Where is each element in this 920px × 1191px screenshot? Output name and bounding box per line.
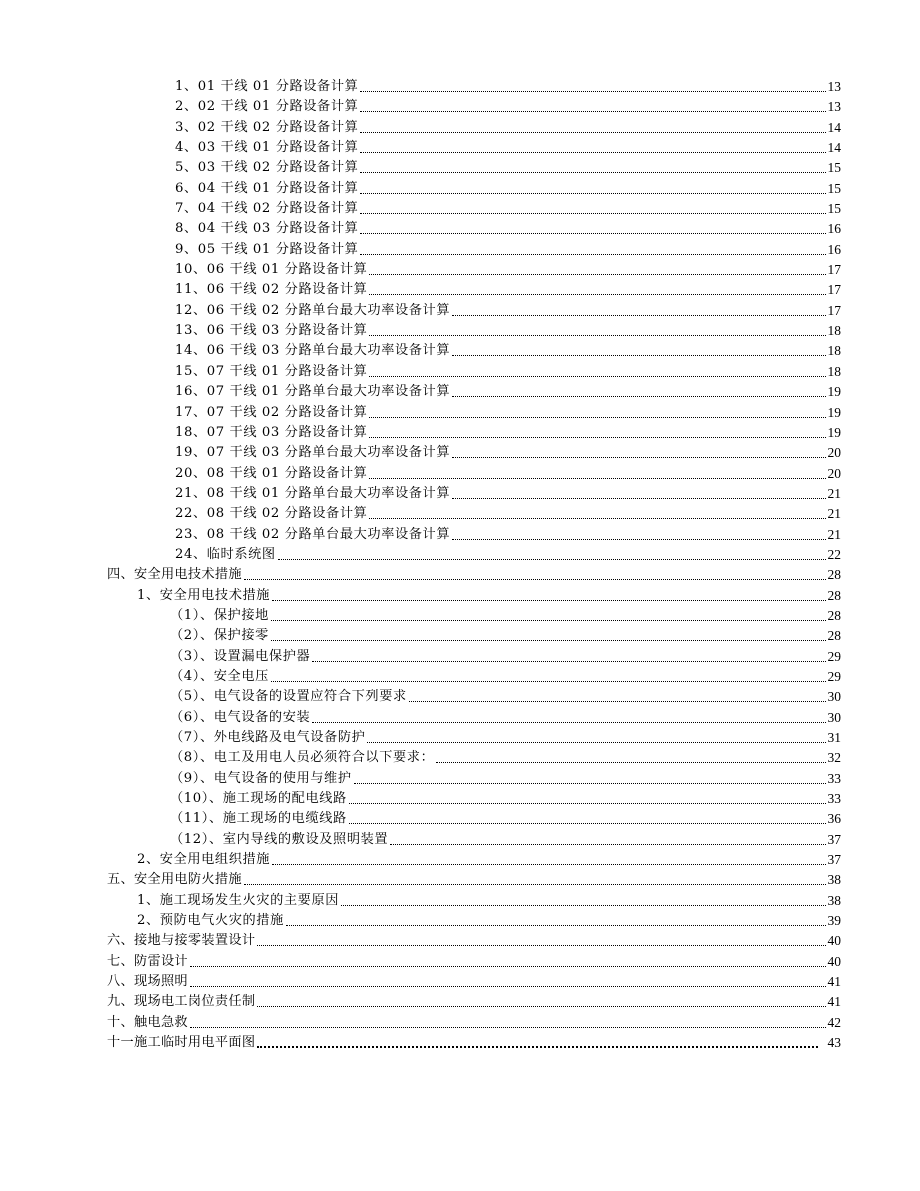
toc-entry-page-number: 32: [827, 750, 841, 766]
toc-dot-leader: [354, 783, 826, 784]
toc-entry-page-number: 29: [827, 648, 841, 664]
toc-entry-page-number: 17: [827, 282, 841, 298]
toc-entry-page-number: 29: [827, 668, 841, 684]
toc-entry-title: 3、02 干线 02 分路设备计算: [175, 119, 359, 135]
toc-dot-leader: [257, 945, 825, 946]
toc-dot-leader: [360, 254, 825, 255]
toc-dot-leader: [436, 762, 825, 763]
toc-entry-title: 23、08 干线 02 分路单台最大功率设备计算: [175, 526, 451, 542]
toc-dot-leader: [271, 620, 826, 621]
toc-entry-title: （5）、电气设备的设置应符合下列要求: [170, 689, 407, 705]
toc-entry-page-number: 38: [827, 892, 841, 908]
toc-entry-title: （2）、保护接零: [170, 628, 269, 644]
toc-entry-page-number: 18: [827, 363, 841, 379]
toc-entry-title: （9）、电气设备的使用与维护: [170, 770, 352, 786]
toc-dot-leader: [390, 844, 825, 845]
toc-entry-title: 5、03 干线 02 分路设备计算: [175, 160, 359, 176]
toc-entry-line: [170, 647, 841, 667]
toc-entry-line: [107, 1013, 841, 1033]
toc-entry-page-number: 16: [827, 241, 841, 257]
toc-entry[interactable]: [0, 464, 920, 484]
toc-entry-title: 2、预防电气火灾的措施: [137, 913, 284, 929]
toc-entry-page-number: 41: [827, 994, 841, 1010]
toc-entry-title: 四、安全用电技术措施: [107, 567, 242, 583]
toc-entry-page-number: 19: [827, 404, 841, 420]
toc-entry-line: [175, 525, 841, 545]
toc-entry[interactable]: [0, 423, 920, 443]
toc-dot-leader: [286, 925, 826, 926]
toc-entry[interactable]: [0, 280, 920, 300]
toc-entry-line: [137, 586, 841, 606]
toc-entry[interactable]: [0, 667, 920, 687]
toc-entry-title: 1、安全用电技术措施: [137, 587, 271, 603]
toc-entry[interactable]: [0, 77, 920, 97]
toc-entry-page-number: 16: [827, 221, 841, 237]
toc-entry-line: [107, 870, 841, 890]
toc-entry[interactable]: [0, 403, 920, 423]
toc-entry-page-number: 28: [827, 607, 841, 623]
toc-entry-title: （3）、设置漏电保护器: [170, 648, 311, 664]
toc-dot-leader: [360, 233, 825, 234]
toc-entry-line: [175, 362, 841, 382]
toc-entry[interactable]: [0, 891, 920, 911]
toc-entry-line: [137, 891, 841, 911]
toc-entry[interactable]: [0, 850, 920, 870]
toc-entry-title: 九、现场电工岗位责任制: [107, 994, 256, 1010]
toc-entry-line: [170, 809, 841, 829]
toc-entry-title: 20、08 干线 01 分路设备计算: [175, 465, 368, 481]
toc-entry-page-number: 37: [827, 852, 841, 868]
toc-dot-leader: [369, 478, 825, 479]
toc-entry-page-number: 17: [827, 302, 841, 318]
toc-dot-leader: [360, 213, 825, 214]
toc-entry-line: [175, 97, 841, 117]
toc-entry[interactable]: [0, 769, 920, 789]
toc-entry-page-number: 14: [827, 119, 841, 135]
toc-entry-title: 10、06 干线 01 分路设备计算: [175, 262, 368, 278]
toc-dot-leader: [271, 640, 826, 641]
toc-entry[interactable]: [0, 158, 920, 178]
toc-entry[interactable]: [0, 565, 920, 585]
toc-dot-leader: [369, 274, 825, 275]
toc-entry-line: [107, 992, 841, 1012]
toc-entry[interactable]: [0, 484, 920, 504]
toc-entry[interactable]: [0, 606, 920, 626]
toc-entry-line: [175, 179, 841, 199]
toc-entry[interactable]: [0, 626, 920, 646]
toc-entry[interactable]: [0, 240, 920, 260]
toc-dot-leader: [452, 396, 825, 397]
toc-entry-page-number: 15: [827, 160, 841, 176]
toc-entry[interactable]: [0, 301, 920, 321]
toc-entry[interactable]: [0, 708, 920, 728]
toc-dot-leader: [271, 681, 826, 682]
toc-entry-page-number: 13: [827, 79, 841, 94]
toc-entry-line: [175, 341, 841, 361]
toc-entry-page-number: 33: [827, 791, 841, 807]
toc-entry-title: 1、施工现场发生火灾的主要原因: [137, 892, 340, 908]
toc-entry-page-number: 21: [827, 526, 841, 542]
toc-dot-leader: [367, 742, 825, 743]
toc-entry-line: [175, 301, 841, 321]
toc-entry-line: [170, 789, 841, 809]
toc-entry[interactable]: [0, 382, 920, 402]
toc-entry-line: [137, 850, 841, 870]
toc-entry[interactable]: [0, 362, 920, 382]
toc-entry-page-number: 15: [827, 201, 841, 217]
toc-entry-page-number: 28: [827, 567, 841, 583]
toc-entry-title: 4、03 干线 01 分路设备计算: [175, 140, 359, 156]
toc-entry-title: 1、01 干线 01 分路设备计算: [175, 79, 359, 94]
toc-entry[interactable]: [0, 138, 920, 158]
toc-entry-line: [137, 911, 841, 931]
toc-entry-line: [175, 423, 841, 443]
toc-entry-page-number: 15: [827, 180, 841, 196]
toc-entry-title: 十、触电急救: [107, 1014, 188, 1030]
toc-entry-page-number: 42: [827, 1014, 841, 1030]
toc-entry-page-number: 40: [827, 933, 841, 949]
toc-dot-leader: [272, 600, 825, 601]
toc-entry[interactable]: [0, 728, 920, 748]
toc-entry-title: 8、04 干线 03 分路设备计算: [175, 221, 359, 237]
toc-entry-title: 七、防雷设计: [107, 953, 188, 969]
toc-entry-line: [107, 972, 841, 992]
toc-entry[interactable]: [0, 97, 920, 117]
toc-entry-title: 24、临时系统图: [175, 546, 276, 562]
toc-entry-page-number: 30: [827, 689, 841, 705]
toc-dot-leader: [360, 132, 825, 133]
toc-entry-page-number: 39: [827, 913, 841, 929]
toc-entry-title: 八、现场照明: [107, 974, 188, 990]
toc-dot-leader: [244, 884, 826, 885]
toc-dot-leader: [312, 722, 825, 723]
toc-dot-leader: [349, 823, 826, 824]
toc-entry-line: [170, 708, 841, 728]
toc-entry[interactable]: [0, 219, 920, 239]
toc-dot-leader: [360, 172, 825, 173]
toc-entry[interactable]: [0, 199, 920, 219]
toc-entry-page-number: 19: [827, 424, 841, 440]
toc-dot-leader: [341, 905, 825, 906]
toc-entry-line: [170, 667, 841, 687]
toc-entry-line: [175, 504, 841, 524]
toc-entry[interactable]: [0, 911, 920, 931]
toc-entry[interactable]: [0, 972, 920, 992]
toc-dot-leader: [452, 539, 825, 540]
toc-entry-title: 2、安全用电组织措施: [137, 852, 271, 868]
toc-entry-title: （4）、安全电压: [170, 668, 269, 684]
toc-entry[interactable]: [0, 525, 920, 545]
toc-dot-leader: [257, 1046, 817, 1048]
toc-entry-page-number: 33: [827, 770, 841, 786]
toc-entry[interactable]: [0, 870, 920, 890]
toc-dot-leader: [452, 355, 825, 356]
toc-entry-title: 五、安全用电防火措施: [107, 872, 242, 888]
toc-entry[interactable]: [0, 504, 920, 524]
toc-entry[interactable]: [0, 260, 920, 280]
toc-entry-line: [107, 931, 841, 951]
toc-entry-page-number: 28: [827, 587, 841, 603]
toc-entry-title: 7、04 干线 02 分路设备计算: [175, 201, 359, 217]
toc-entry-page-number: 14: [827, 140, 841, 156]
toc-entry-title: （12）、室内导线的敷设及照明装置: [170, 831, 389, 847]
toc-dot-leader: [409, 701, 826, 702]
toc-entry-title: （6）、电气设备的安装: [170, 709, 311, 725]
toc-entry-title: 21、08 干线 01 分路单台最大功率设备计算: [175, 485, 451, 501]
toc-dot-leader: [278, 559, 826, 560]
toc-dot-leader: [369, 417, 825, 418]
toc-entry-title: 22、08 干线 02 分路设备计算: [175, 506, 368, 522]
toc-entry-page-number: 36: [827, 811, 841, 827]
toc-entry-title: 19、07 干线 03 分路单台最大功率设备计算: [175, 445, 451, 461]
toc-entry-title: （10）、施工现场的配电线路: [170, 791, 347, 807]
toc-dot-leader: [257, 1006, 825, 1007]
toc-entry[interactable]: [0, 789, 920, 809]
toc-dot-leader: [312, 661, 825, 662]
toc-entry-line: [175, 443, 841, 463]
toc-entry-page-number: 30: [827, 709, 841, 725]
toc-entry-line: [175, 219, 841, 239]
toc-entry-title: 六、接地与接零装置设计: [107, 933, 256, 949]
toc-entry-line: [107, 1033, 841, 1053]
toc-entry-title: 16、07 干线 01 分路单台最大功率设备计算: [175, 384, 451, 400]
toc-entry[interactable]: [0, 952, 920, 972]
toc-entry[interactable]: [0, 1013, 920, 1033]
toc-entry-line: [175, 545, 841, 565]
toc-entry-title: 13、06 干线 03 分路设备计算: [175, 323, 368, 339]
toc-entry-line: [175, 464, 841, 484]
toc-dot-leader: [369, 518, 825, 519]
toc-entry-title: 14、06 干线 03 分路单台最大功率设备计算: [175, 343, 451, 359]
table-of-contents: [0, 77, 920, 1054]
toc-entry-line: [107, 952, 841, 972]
toc-entry-title: 2、02 干线 01 分路设备计算: [175, 99, 359, 115]
toc-entry-page-number: 18: [827, 343, 841, 359]
toc-entry[interactable]: [0, 1033, 920, 1053]
toc-entry-page-number: 19: [827, 384, 841, 400]
toc-entry[interactable]: [0, 830, 920, 850]
toc-entry-page-number: 13: [827, 99, 841, 115]
toc-entry-line: [170, 748, 841, 768]
toc-entry-line: [175, 118, 841, 138]
toc-entry-title: 17、07 干线 02 分路设备计算: [175, 404, 368, 420]
toc-entry-line: [107, 565, 841, 585]
toc-dot-leader: [369, 437, 825, 438]
toc-entry-line: [175, 158, 841, 178]
toc-entry-title: 11、06 干线 02 分路设备计算: [175, 282, 368, 298]
toc-entry-page-number: 21: [827, 485, 841, 501]
toc-entry-page-number: 40: [827, 953, 841, 969]
toc-entry-line: [170, 728, 841, 748]
toc-dot-leader: [190, 1027, 826, 1028]
toc-dot-leader: [452, 457, 825, 458]
toc-entry-line: [175, 484, 841, 504]
toc-entry-line: [175, 260, 841, 280]
toc-entry-line: [175, 240, 841, 260]
toc-entry[interactable]: [0, 647, 920, 667]
toc-entry[interactable]: [0, 931, 920, 951]
toc-entry-page-number: 31: [827, 730, 841, 745]
toc-entry[interactable]: [0, 545, 920, 565]
toc-entry-line: [170, 687, 841, 707]
toc-entry-line: [170, 626, 841, 646]
toc-dot-leader: [349, 803, 826, 804]
toc-entry-line: [170, 769, 841, 789]
toc-entry-title: 6、04 干线 01 分路设备计算: [175, 180, 359, 196]
toc-entry-page-number: 17: [827, 262, 841, 278]
toc-entry-title: （11）、施工现场的电缆线路: [170, 811, 347, 827]
toc-entry-line: [170, 830, 841, 850]
toc-entry-line: [175, 321, 841, 341]
toc-entry-line: [175, 382, 841, 402]
toc-entry-line: [175, 77, 841, 97]
toc-dot-leader: [272, 864, 825, 865]
toc-entry[interactable]: [0, 992, 920, 1012]
toc-entry-title: （1）、保护接地: [170, 607, 269, 623]
toc-dot-leader: [369, 376, 825, 377]
toc-entry[interactable]: [0, 179, 920, 199]
toc-dot-leader: [452, 315, 825, 316]
toc-dot-leader: [369, 335, 825, 336]
toc-entry-page-number: 28: [827, 628, 841, 644]
toc-entry-page-number: 20: [827, 465, 841, 481]
toc-entry[interactable]: [0, 321, 920, 341]
toc-entry-page-number: 20: [827, 445, 841, 461]
toc-entry-title: 12、06 干线 02 分路单台最大功率设备计算: [175, 302, 451, 318]
toc-entry[interactable]: [0, 687, 920, 707]
toc-dot-leader: [360, 152, 825, 153]
toc-entry-line: [170, 606, 841, 626]
toc-dot-leader: [452, 498, 825, 499]
toc-dot-leader: [190, 966, 826, 967]
toc-entry[interactable]: [0, 443, 920, 463]
toc-entry-page-number: 43: [827, 1035, 841, 1051]
toc-entry-page-number: 21: [827, 506, 841, 522]
toc-entry[interactable]: [0, 748, 920, 768]
toc-entry-title: 15、07 干线 01 分路设备计算: [175, 363, 368, 379]
toc-dot-leader: [360, 193, 825, 194]
toc-entry-page-number: 38: [827, 872, 841, 888]
toc-entry[interactable]: [0, 809, 920, 829]
toc-entry-page-number: 41: [827, 974, 841, 990]
toc-entry-page-number: 18: [827, 323, 841, 339]
toc-entry[interactable]: [0, 586, 920, 606]
toc-entry-title: （7）、外电线路及电气设备防护: [170, 730, 366, 745]
toc-entry[interactable]: [0, 341, 920, 361]
toc-entry-page-number: 22: [827, 546, 841, 562]
toc-entry[interactable]: [0, 118, 920, 138]
toc-entry-title: 十一施工临时用电平面图: [107, 1035, 256, 1051]
toc-entry-title: 9、05 干线 01 分路设备计算: [175, 241, 359, 257]
toc-entry-line: [175, 280, 841, 300]
toc-dot-leader: [190, 986, 826, 987]
toc-entry-page-number: 37: [827, 831, 841, 847]
toc-dot-leader: [369, 294, 825, 295]
toc-entry-line: [175, 138, 841, 158]
toc-entry-title: 18、07 干线 03 分路设备计算: [175, 424, 368, 440]
toc-entry-line: [175, 403, 841, 423]
toc-entry-title: （8）、电工及用电人员必须符合以下要求：: [170, 750, 435, 766]
toc-entry-line: [175, 199, 841, 219]
toc-dot-leader: [360, 91, 825, 92]
toc-dot-leader: [360, 111, 825, 112]
toc-dot-leader: [244, 579, 826, 580]
